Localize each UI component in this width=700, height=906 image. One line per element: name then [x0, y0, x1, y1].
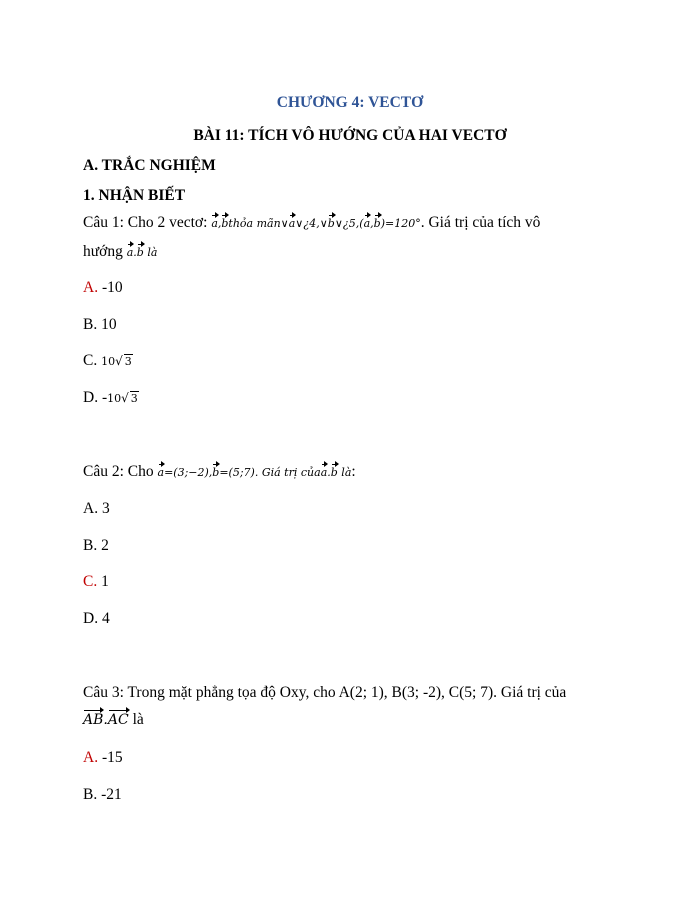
question-1-line-2: hướng a.b là [83, 243, 158, 260]
question-2-option-b[interactable]: B. 2 [83, 537, 109, 554]
question-1-option-b[interactable]: B. 10 [83, 316, 117, 333]
question-2-option-d[interactable]: D. 4 [83, 610, 110, 627]
question-1-prefix: Câu 1: Cho 2 vectơ: [83, 214, 212, 231]
question-3-option-b[interactable]: B. -21 [83, 786, 122, 803]
question-1-option-c[interactable]: C. 10√ 3 [83, 352, 132, 369]
question-1-dot-product: a.b là [126, 246, 158, 259]
question-2-line: Câu 2: Cho a=(3;−2),b=(5;7). Giá trị củaa.b là: [83, 463, 356, 480]
question-3-vectors: AB.AC [83, 712, 129, 728]
section-heading-trac-nghiem: A. TRẮC NGHIỆM [83, 157, 216, 174]
question-1-suffix: . Giá trị của tích vô [420, 214, 541, 231]
question-3-line-1: Câu 3: Trong mặt phẳng tọa độ Oxy, cho A(2; 1), B(3; -2), C(5; 7). Giá trị của [83, 684, 567, 701]
question-3-line-2: AB.AC là [83, 711, 144, 728]
question-2-math: a=(3;−2),b=(5;7). Giá trị củaa.b là [157, 466, 352, 479]
question-1-option-d[interactable]: D. -10√ 3 [83, 389, 138, 406]
question-1-option-a[interactable]: A. -10 [83, 279, 123, 296]
lesson-title: BÀI 11: TÍCH VÔ HƯỚNG CỦA HAI VECTƠ [193, 127, 507, 144]
question-1-math: a,bthỏa mãn∨a∨¿4,∨b∨¿5,(a,b)=120° [211, 217, 421, 230]
question-2-option-a[interactable]: A. 3 [83, 500, 110, 517]
question-1-line-1 [83, 214, 540, 232]
question-2-option-c[interactable]: C. 1 [83, 573, 109, 590]
sqrt-icon: √ [121, 391, 129, 405]
sqrt-icon: √ [115, 354, 123, 368]
subsection-heading-nhan-biet: 1. NHẬN BIẾT [83, 187, 186, 204]
question-3-option-a[interactable]: A. -15 [83, 749, 123, 766]
chapter-title: CHƯƠNG 4: VECTƠ [276, 94, 424, 111]
